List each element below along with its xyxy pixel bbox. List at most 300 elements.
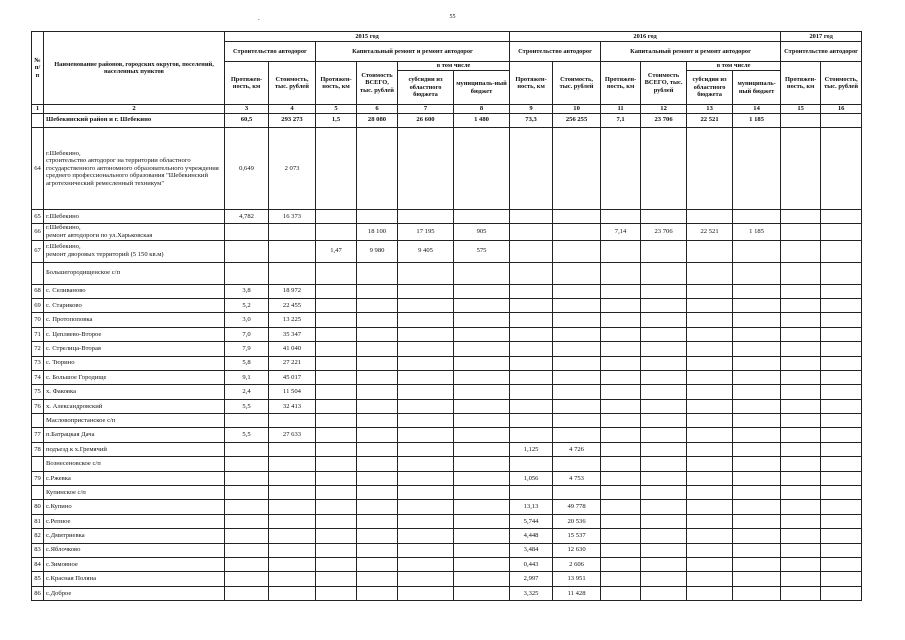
value-cell [510, 327, 553, 341]
value-cell: 11 504 [269, 385, 316, 399]
value-cell [821, 356, 862, 370]
row-number: 67 [32, 240, 44, 262]
value-cell: 2 073 [269, 127, 316, 209]
row-name: с.Ржевка [44, 471, 225, 485]
value-cell [454, 457, 510, 471]
value-cell [553, 224, 601, 240]
value-cell [553, 284, 601, 298]
value-cell: 0,443 [510, 557, 553, 571]
value-cell [510, 399, 553, 413]
value-cell [821, 486, 862, 500]
value-cell [225, 224, 269, 240]
value-cell [601, 543, 641, 557]
value-cell [601, 471, 641, 485]
value-cell [357, 284, 398, 298]
table-row [32, 370, 862, 384]
value-cell: 2,4 [225, 385, 269, 399]
row-name: г.Шебекино [44, 209, 225, 223]
value-cell [510, 457, 553, 471]
value-cell [641, 471, 687, 485]
value-cell [316, 327, 357, 341]
value-cell [357, 342, 398, 356]
value-cell: 293 273 [269, 113, 316, 127]
value-cell: 60,5 [225, 113, 269, 127]
value-cell [601, 327, 641, 341]
value-cell: 1,125 [510, 442, 553, 456]
row-name: с. Протопоповка [44, 313, 225, 327]
repair-total-2015-header: Стоимость ВСЕГО, тыс. рублей [357, 62, 398, 105]
row-name: с.Доброе [44, 586, 225, 600]
value-cell [357, 500, 398, 514]
value-cell [553, 385, 601, 399]
value-cell [641, 385, 687, 399]
value-cell [687, 262, 733, 284]
municipal-2015-header: муниципаль-ный бюджет [454, 71, 510, 105]
value-cell [733, 385, 781, 399]
value-cell [357, 399, 398, 413]
value-cell [601, 529, 641, 543]
value-cell [398, 298, 454, 312]
value-cell [821, 529, 862, 543]
value-cell [357, 209, 398, 223]
row-number: 77 [32, 428, 44, 442]
value-cell [553, 327, 601, 341]
value-cell [225, 262, 269, 284]
value-cell [781, 370, 821, 384]
row-name: п.Батрацкая Дача [44, 428, 225, 442]
value-cell [316, 262, 357, 284]
value-cell [601, 457, 641, 471]
value-cell [454, 543, 510, 557]
value-cell [510, 127, 553, 209]
table-row [32, 399, 862, 413]
value-cell [821, 342, 862, 356]
value-cell [398, 342, 454, 356]
value-cell [454, 385, 510, 399]
column-index-cell: 13 [687, 105, 733, 114]
value-cell [454, 586, 510, 600]
row-number: 84 [32, 557, 44, 571]
value-cell [316, 586, 357, 600]
value-cell: 32 413 [269, 399, 316, 413]
value-cell [821, 385, 862, 399]
value-cell [687, 370, 733, 384]
value-cell [454, 486, 510, 500]
value-cell [269, 262, 316, 284]
value-cell [601, 240, 641, 262]
row-number: 66 [32, 224, 44, 240]
value-cell: 27 221 [269, 356, 316, 370]
row-name: Купинское с/п [44, 486, 225, 500]
value-cell [316, 298, 357, 312]
value-cell: 3,484 [510, 543, 553, 557]
value-cell [687, 500, 733, 514]
value-cell [687, 572, 733, 586]
value-cell [733, 442, 781, 456]
value-cell [641, 284, 687, 298]
value-cell [601, 514, 641, 528]
value-cell [357, 572, 398, 586]
value-cell: 1,056 [510, 471, 553, 485]
value-cell [510, 209, 553, 223]
row-name: с.Яблочково [44, 543, 225, 557]
value-cell [398, 414, 454, 428]
value-cell [454, 414, 510, 428]
value-cell [510, 370, 553, 384]
value-cell [601, 284, 641, 298]
row-number: 69 [32, 298, 44, 312]
row-number [32, 262, 44, 284]
row-number: 71 [32, 327, 44, 341]
value-cell: 12 630 [553, 543, 601, 557]
value-cell [781, 385, 821, 399]
value-cell [510, 385, 553, 399]
value-cell [269, 514, 316, 528]
row-number: 70 [32, 313, 44, 327]
value-cell [553, 298, 601, 312]
value-cell [553, 486, 601, 500]
value-cell [781, 284, 821, 298]
value-cell [225, 500, 269, 514]
value-cell [316, 529, 357, 543]
value-cell: 5,8 [225, 356, 269, 370]
value-cell: 4,448 [510, 529, 553, 543]
row-name: Масловопристанское с/п [44, 414, 225, 428]
value-cell [687, 543, 733, 557]
repair-2016-header: Капитальный ремонт и ремонт автодорог [601, 42, 781, 62]
value-cell [510, 224, 553, 240]
value-cell [641, 486, 687, 500]
value-cell [510, 414, 553, 428]
value-cell [687, 586, 733, 600]
value-cell [316, 127, 357, 209]
value-cell: 1 185 [733, 113, 781, 127]
value-cell [398, 457, 454, 471]
column-index-cell: 14 [733, 105, 781, 114]
value-cell [821, 224, 862, 240]
value-cell [454, 262, 510, 284]
value-cell [510, 342, 553, 356]
value-cell [398, 428, 454, 442]
column-index-cell: 1 [32, 105, 44, 114]
value-cell [687, 313, 733, 327]
value-cell [357, 356, 398, 370]
value-cell [269, 586, 316, 600]
value-cell [454, 428, 510, 442]
value-cell [641, 399, 687, 413]
value-cell [225, 514, 269, 528]
value-cell [357, 529, 398, 543]
table-row [32, 486, 862, 500]
column-index-cell: 15 [781, 105, 821, 114]
value-cell [510, 284, 553, 298]
value-cell [687, 414, 733, 428]
value-cell [454, 327, 510, 341]
table-row [32, 529, 862, 543]
page-dot: . [258, 14, 260, 22]
value-cell [454, 298, 510, 312]
row-name: подъезд к х.Гремячий [44, 442, 225, 456]
value-cell [781, 414, 821, 428]
row-number: 78 [32, 442, 44, 456]
column-index-cell: 9 [510, 105, 553, 114]
value-cell [316, 399, 357, 413]
value-cell [821, 543, 862, 557]
value-cell [781, 209, 821, 223]
value-cell [454, 127, 510, 209]
including-2016-header: в том числе [687, 62, 781, 71]
value-cell [225, 471, 269, 485]
value-cell [357, 313, 398, 327]
value-cell [553, 262, 601, 284]
value-cell [553, 399, 601, 413]
value-cell: 1,5 [316, 113, 357, 127]
value-cell [821, 442, 862, 456]
value-cell [398, 356, 454, 370]
value-cell [781, 298, 821, 312]
value-cell: 3,8 [225, 284, 269, 298]
row-name: с.Зимовное [44, 557, 225, 571]
table-row [32, 442, 862, 456]
value-cell: 45 017 [269, 370, 316, 384]
value-cell [510, 356, 553, 370]
value-cell [398, 284, 454, 298]
value-cell [357, 514, 398, 528]
value-cell [733, 370, 781, 384]
row-name: Шебекинский район и г. Шебекино [44, 113, 225, 127]
table-row [32, 471, 862, 485]
row-number: 76 [32, 399, 44, 413]
value-cell [316, 557, 357, 571]
value-cell [225, 240, 269, 262]
value-cell [510, 262, 553, 284]
value-cell: 27 633 [269, 428, 316, 442]
length-2015-header: Протяжен-ность, км [225, 62, 269, 105]
value-cell: 5,5 [225, 399, 269, 413]
value-cell [733, 471, 781, 485]
value-cell: 23 706 [641, 224, 687, 240]
row-name: с.Дмитриевка [44, 529, 225, 543]
row-number: 86 [32, 586, 44, 600]
year-2015-header: 2015 год [225, 32, 510, 42]
value-cell: 22 455 [269, 298, 316, 312]
value-cell [398, 313, 454, 327]
row-number: 75 [32, 385, 44, 399]
value-cell [601, 572, 641, 586]
value-cell: 73,3 [510, 113, 553, 127]
value-cell: 22 521 [687, 113, 733, 127]
value-cell [454, 557, 510, 571]
value-cell [225, 414, 269, 428]
row-number: 83 [32, 543, 44, 557]
row-name: с. Цепляево-Второе [44, 327, 225, 341]
value-cell: 2 606 [553, 557, 601, 571]
value-cell [601, 557, 641, 571]
value-cell [641, 428, 687, 442]
value-cell [269, 224, 316, 240]
value-cell [733, 327, 781, 341]
value-cell [641, 342, 687, 356]
column-index-cell: 7 [398, 105, 454, 114]
value-cell [454, 399, 510, 413]
value-cell [553, 428, 601, 442]
row-name: х. Александровский [44, 399, 225, 413]
table-row [32, 313, 862, 327]
value-cell [398, 385, 454, 399]
value-cell [821, 127, 862, 209]
value-cell [601, 313, 641, 327]
col-name-header: Наименование районов, городских округов, поселений, населенных пунктов [44, 32, 225, 105]
value-cell [398, 262, 454, 284]
value-cell: 905 [454, 224, 510, 240]
value-cell [269, 529, 316, 543]
value-cell [454, 370, 510, 384]
value-cell [454, 442, 510, 456]
value-cell [269, 543, 316, 557]
value-cell [821, 313, 862, 327]
value-cell [553, 414, 601, 428]
value-cell: 5,2 [225, 298, 269, 312]
value-cell: 1 480 [454, 113, 510, 127]
value-cell [781, 500, 821, 514]
value-cell [781, 442, 821, 456]
value-cell [821, 298, 862, 312]
including-2015-header: в том числе [398, 62, 510, 71]
value-cell: 49 778 [553, 500, 601, 514]
value-cell: 2,997 [510, 572, 553, 586]
value-cell [454, 356, 510, 370]
value-cell [733, 457, 781, 471]
value-cell: 18 972 [269, 284, 316, 298]
value-cell [641, 543, 687, 557]
value-cell [510, 486, 553, 500]
value-cell [454, 471, 510, 485]
value-cell [641, 457, 687, 471]
row-name: с.Красная Поляна [44, 572, 225, 586]
value-cell [316, 370, 357, 384]
value-cell [357, 586, 398, 600]
value-cell [781, 342, 821, 356]
value-cell [821, 457, 862, 471]
value-cell [269, 557, 316, 571]
value-cell [687, 385, 733, 399]
value-cell [687, 298, 733, 312]
value-cell [553, 209, 601, 223]
row-name: х. Факовка [44, 385, 225, 399]
value-cell [553, 370, 601, 384]
value-cell [821, 113, 862, 127]
value-cell [316, 514, 357, 528]
value-cell [398, 486, 454, 500]
row-name: с. Стариково [44, 298, 225, 312]
table-body [32, 113, 862, 601]
value-cell [641, 327, 687, 341]
value-cell [781, 224, 821, 240]
cost-2016-header: Стоимость, тыс. рублей [553, 62, 601, 105]
value-cell: 1 185 [733, 224, 781, 240]
value-cell [601, 342, 641, 356]
table-row [32, 543, 862, 557]
value-cell [601, 385, 641, 399]
value-cell [781, 327, 821, 341]
value-cell [357, 127, 398, 209]
table-row [32, 298, 862, 312]
row-name: г.Шебекино, ремонт дворовых территорий (5 150 кв.м) [44, 240, 225, 262]
value-cell [733, 399, 781, 413]
value-cell: 9,1 [225, 370, 269, 384]
value-cell [733, 428, 781, 442]
construction-2016-header: Строительство автодорог [510, 42, 601, 62]
year-2016-header: 2016 год [510, 32, 781, 42]
value-cell [398, 529, 454, 543]
value-cell [316, 356, 357, 370]
table-row [32, 342, 862, 356]
row-number: 64 [32, 127, 44, 209]
value-cell [398, 500, 454, 514]
value-cell [454, 284, 510, 298]
value-cell: 26 600 [398, 113, 454, 127]
value-cell [316, 428, 357, 442]
value-cell [781, 529, 821, 543]
value-cell [781, 557, 821, 571]
value-cell: 4 726 [553, 442, 601, 456]
value-cell [641, 557, 687, 571]
value-cell [821, 399, 862, 413]
value-cell [781, 313, 821, 327]
value-cell [510, 313, 553, 327]
value-cell [687, 471, 733, 485]
table-row [32, 262, 862, 284]
value-cell [601, 586, 641, 600]
value-cell [733, 414, 781, 428]
value-cell [821, 428, 862, 442]
row-number: 73 [32, 356, 44, 370]
value-cell [357, 370, 398, 384]
value-cell [269, 457, 316, 471]
value-cell [821, 471, 862, 485]
value-cell [687, 356, 733, 370]
value-cell [601, 414, 641, 428]
value-cell [454, 500, 510, 514]
table-row [32, 500, 862, 514]
value-cell [454, 514, 510, 528]
value-cell [687, 529, 733, 543]
value-cell [553, 240, 601, 262]
value-cell [733, 557, 781, 571]
row-number: 68 [32, 284, 44, 298]
value-cell [398, 514, 454, 528]
value-cell [781, 514, 821, 528]
value-cell [357, 298, 398, 312]
value-cell [269, 240, 316, 262]
value-cell [316, 209, 357, 223]
repair-2015-header: Капитальный ремонт и ремонт автодорог [316, 42, 510, 62]
value-cell [601, 262, 641, 284]
table-row [32, 284, 862, 298]
table-row [32, 586, 862, 600]
value-cell [821, 572, 862, 586]
page-number: 55 [449, 14, 456, 20]
value-cell [641, 240, 687, 262]
value-cell [225, 557, 269, 571]
value-cell [687, 399, 733, 413]
value-cell [553, 356, 601, 370]
value-cell [269, 414, 316, 428]
value-cell: 11 428 [553, 586, 601, 600]
value-cell [269, 471, 316, 485]
column-index-cell: 4 [269, 105, 316, 114]
value-cell [821, 500, 862, 514]
